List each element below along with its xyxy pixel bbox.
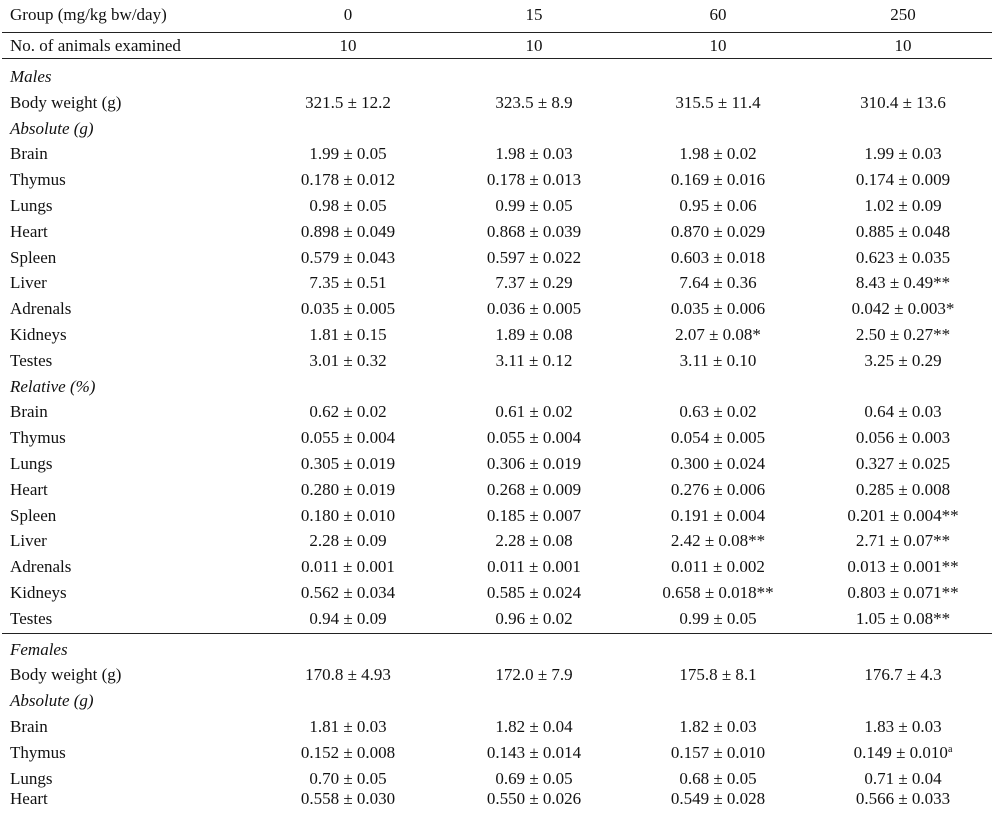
cell: 1.99 ± 0.05 (309, 144, 387, 164)
cell: 0.157 ± 0.010 (670, 742, 766, 762)
row-label: Thymus (10, 170, 66, 190)
table-row (0, 322, 994, 348)
table-row (0, 528, 994, 554)
cell: 0.585 ± 0.024 (486, 583, 582, 602)
row-label: Adrenals (10, 299, 72, 319)
dose-header: 250 (890, 5, 916, 24)
cell: 2.50 ± 0.27** (855, 325, 951, 344)
cell: 3.11 ± 0.10 (679, 350, 757, 370)
cell: 0.94 ± 0.09 (309, 608, 387, 628)
cell: 0.623 ± 0.035 (855, 247, 951, 267)
table-row (0, 580, 994, 606)
subsection-title: Absolute (g) (10, 118, 94, 138)
row-label: Lungs (10, 768, 53, 788)
cell: 0.658 ± 0.018** (662, 583, 774, 602)
table-row (0, 245, 994, 271)
sex-divider-rule (2, 633, 992, 634)
row-label: Liver (10, 531, 47, 551)
row-label: Heart (10, 221, 48, 241)
subsection-title: Absolute (g) (10, 691, 94, 711)
table-row (0, 451, 994, 477)
cell: 0.174 ± 0.009 (855, 170, 951, 190)
row-label: Lungs (10, 454, 53, 473)
cell: 1.98 ± 0.02 (679, 144, 757, 164)
cell: 2.42 ± 0.08** (670, 531, 766, 551)
cell: 7.35 ± 0.51 (309, 273, 387, 293)
cell: 0.035 ± 0.005 (300, 299, 396, 319)
cell: 0.011 ± 0.002 (671, 557, 765, 577)
cell: 172.0 ± 7.9 (495, 665, 573, 685)
cell: 2.28 ± 0.09 (309, 531, 387, 551)
cell: 0.268 ± 0.009 (486, 479, 582, 499)
cell: 1.89 ± 0.08 (495, 325, 573, 344)
subsection-title-absolute (0, 116, 994, 142)
row-label: Adrenals (10, 557, 72, 577)
cell: 0.178 ± 0.013 (486, 170, 582, 190)
cell-value: 0.149 ± 0.010 (853, 742, 948, 762)
cell: 0.562 ± 0.034 (300, 583, 396, 602)
animals-label: No. of animals examined (10, 35, 181, 55)
subsection-title-absolute (0, 688, 994, 714)
dose-header: 60 (709, 5, 727, 24)
cell: 0.276 ± 0.006 (670, 479, 766, 499)
cell: 1.82 ± 0.04 (495, 716, 573, 736)
subsection-title-relative (0, 374, 994, 400)
section-title: Males (10, 67, 52, 86)
cell: 0.201 ± 0.004** (847, 505, 959, 525)
cell: 0.013 ± 0.001** (847, 557, 959, 577)
cell: 1.98 ± 0.03 (495, 144, 573, 164)
dose-header: 0 (343, 5, 353, 24)
cell: 0.566 ± 0.033 (855, 788, 951, 808)
animal-count: 10 (525, 35, 543, 55)
cell: 3.01 ± 0.32 (309, 350, 387, 370)
cell: 0.152 ± 0.008 (300, 742, 396, 762)
cell (783, 740, 994, 766)
cell: 0.035 ± 0.006 (670, 299, 766, 319)
cell: 0.885 ± 0.048 (855, 221, 951, 241)
row-label: Thymus (10, 742, 66, 762)
row-label: Body weight (g) (10, 92, 122, 112)
row-label: Brain (10, 144, 48, 164)
cell: 2.71 ± 0.07** (855, 531, 951, 551)
cell: 1.81 ± 0.15 (309, 325, 387, 344)
cell: 0.054 ± 0.005 (670, 428, 766, 448)
cell: 315.5 ± 11.4 (675, 92, 761, 112)
cell: 0.61 ± 0.02 (495, 402, 573, 422)
cell: 0.71 ± 0.04 (864, 768, 942, 788)
table-row (0, 662, 994, 688)
cell: 310.4 ± 13.6 (860, 92, 946, 112)
cell: 0.011 ± 0.001 (301, 557, 395, 577)
row-label: Heart (10, 479, 48, 499)
cell: 0.305 ± 0.019 (300, 454, 396, 473)
cell: 7.37 ± 0.29 (495, 273, 573, 293)
row-label: Brain (10, 402, 48, 422)
table-row (0, 90, 994, 116)
row-label: Heart (10, 788, 48, 808)
row-label: Spleen (10, 247, 57, 267)
cell: 0.143 ± 0.014 (486, 742, 582, 762)
cell: 0.550 ± 0.026 (486, 788, 582, 808)
row-label: Kidneys (10, 583, 67, 602)
cell: 0.63 ± 0.02 (679, 402, 757, 422)
cell: 0.185 ± 0.007 (486, 505, 582, 525)
cell: 0.036 ± 0.005 (486, 299, 582, 319)
cell: 0.300 ± 0.024 (670, 454, 766, 473)
row-label: Spleen (10, 505, 57, 525)
cell: 170.8 ± 4.93 (305, 665, 391, 685)
cell: 0.056 ± 0.003 (855, 428, 951, 448)
cell: 0.306 ± 0.019 (486, 454, 582, 473)
animal-count: 10 (709, 35, 727, 55)
cell: 0.055 ± 0.004 (300, 428, 396, 448)
cell: 1.05 ± 0.08** (855, 608, 951, 628)
cell: 1.99 ± 0.03 (864, 144, 942, 164)
cell: 0.64 ± 0.03 (864, 402, 942, 422)
cell: 0.96 ± 0.02 (495, 608, 573, 628)
cell: 7.64 ± 0.36 (679, 273, 757, 293)
table-row (0, 425, 994, 451)
cell: 0.011 ± 0.001 (487, 557, 581, 577)
cell: 0.95 ± 0.06 (679, 196, 757, 215)
cell: 323.5 ± 8.9 (495, 92, 573, 112)
table-row (0, 270, 994, 296)
cell: 0.549 ± 0.028 (670, 788, 766, 808)
cell: 0.68 ± 0.05 (679, 768, 757, 788)
cell: 176.7 ± 4.3 (864, 665, 942, 685)
section-title-females (0, 637, 994, 663)
table-row (0, 167, 994, 193)
dose-header: 15 (525, 5, 543, 24)
cell: 0.603 ± 0.018 (670, 247, 766, 267)
cell: 0.178 ± 0.012 (300, 170, 396, 190)
table-row (0, 477, 994, 503)
cell: 0.69 ± 0.05 (495, 768, 573, 788)
cell: 1.83 ± 0.03 (864, 716, 942, 736)
cell: 0.99 ± 0.05 (679, 608, 757, 628)
table-row (0, 503, 994, 529)
table-row (0, 554, 994, 580)
table-row (0, 193, 994, 219)
section-title-males (0, 64, 994, 90)
table-row (0, 714, 994, 740)
cell: 1.82 ± 0.03 (679, 716, 757, 736)
cell: 0.70 ± 0.05 (309, 768, 387, 788)
cell: 0.870 ± 0.029 (670, 221, 766, 241)
group-label: Group (mg/kg bw/day) (10, 5, 167, 24)
cell: 0.98 ± 0.05 (309, 196, 387, 215)
cell: 0.597 ± 0.022 (486, 247, 582, 267)
cell: 175.8 ± 8.1 (679, 665, 757, 685)
row-label: Kidneys (10, 325, 67, 344)
cell: 0.803 ± 0.071** (847, 583, 959, 602)
cell: 0.62 ± 0.02 (309, 402, 387, 422)
row-label: Thymus (10, 428, 66, 448)
animal-count: 10 (894, 35, 912, 55)
animal-count: 10 (339, 35, 357, 55)
cell: 0.280 ± 0.019 (300, 479, 396, 499)
cell: 0.558 ± 0.030 (300, 788, 396, 808)
cell: 0.180 ± 0.010 (300, 505, 396, 525)
table-row (0, 740, 994, 766)
header-row (0, 2, 994, 28)
cell: 2.28 ± 0.08 (495, 531, 573, 551)
table-row (0, 786, 994, 812)
table-row (0, 219, 994, 245)
cell: 0.042 ± 0.003* (851, 299, 955, 319)
cell: 0.868 ± 0.039 (486, 221, 582, 241)
cell: 0.99 ± 0.05 (495, 196, 573, 215)
cell: 0.285 ± 0.008 (855, 479, 951, 499)
section-title: Females (10, 639, 68, 659)
cell: 1.02 ± 0.09 (864, 196, 942, 215)
row-label: Liver (10, 273, 47, 293)
table-row (0, 606, 994, 632)
cell: 0.055 ± 0.004 (486, 428, 582, 448)
table-row (0, 348, 994, 374)
footnote-marker: a (947, 743, 953, 755)
cell: 0.579 ± 0.043 (300, 247, 396, 267)
cell: 0.327 ± 0.025 (855, 454, 951, 473)
row-label: Lungs (10, 196, 53, 215)
cell: 321.5 ± 12.2 (305, 92, 391, 112)
table-row (0, 141, 994, 167)
row-label: Testes (10, 350, 53, 370)
cell: 3.25 ± 0.29 (864, 350, 942, 370)
cell: 0.898 ± 0.049 (300, 221, 396, 241)
row-label: Brain (10, 716, 48, 736)
cell: 0.191 ± 0.004 (670, 505, 766, 525)
table-row (0, 296, 994, 322)
cell: 2.07 ± 0.08* (675, 325, 761, 344)
cell: 3.11 ± 0.12 (495, 350, 573, 370)
cell: 0.169 ± 0.016 (670, 170, 766, 190)
table-row (0, 399, 994, 425)
row-label: Body weight (g) (10, 665, 122, 685)
cell: 1.81 ± 0.03 (309, 716, 387, 736)
cell: 8.43 ± 0.49** (855, 273, 951, 293)
row-label: Testes (10, 608, 53, 628)
subsection-title: Relative (%) (10, 376, 96, 396)
animals-row (0, 33, 994, 59)
